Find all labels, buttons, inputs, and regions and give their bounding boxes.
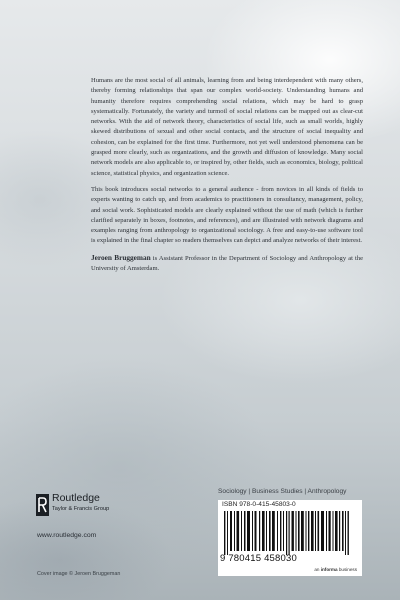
barcode-icon [224, 511, 354, 555]
description-paragraph-2: This book introduces social networks to a general audience - from novices in all kinds of fields to experts wanting to catch up, and from academics to practitioners in consultancy, management, policy, and social work. Sophisticated models are clearly explained without the use of math (which is further clarified separately in boxes, footnotes, and references), and are illustrated with network diagrams and examples ranging from anthropology to organizational sociology. A free and easy-to-use software tool is explained in the final chapter so readers themselves can depict and analyze networks of their interest. [91, 185, 363, 245]
barcode-digits: 9 780415 458030 [220, 553, 297, 564]
book-description [91, 76, 363, 280]
imprint-prefix: an [314, 567, 321, 572]
publisher-group: Taylor & Francis Group [52, 506, 110, 512]
routledge-logo-icon [36, 494, 49, 516]
isbn-number: ISBN 978-0-415-45803-0 [222, 501, 296, 508]
cover-image-credit: Cover image © Jeroen Bruggeman [37, 571, 121, 577]
author-name: Jeroen Bruggeman [91, 252, 151, 262]
imprint-brand: informa [320, 567, 338, 572]
imprint-suffix: business [337, 567, 357, 572]
author-bio-text: is Assistant Professor in the Department of Sociology and Anthropology at the University of Amsterdam. [91, 254, 363, 273]
author-bio [91, 253, 363, 275]
publisher-url[interactable]: www.routledge.com [37, 532, 97, 539]
informa-imprint [314, 567, 357, 572]
description-paragraph-1: Humans are the most social of all animals, learning from and being interdependent with many others, thereby forming relationships that span our complex world-society. Understanding humans and humanity therefore requires comprehending social relations, which may be hard to grasp systematically. Fortunately, the variety and turmoil of social relations can be mapped out as clear-cut networks. With the aid of network theory, characteristics of social life, such as small worlds, highly skewed distributions of sexual and other social contacts, and the structure of social inequality and cohesion, can be explained for the first time. Furthermore, not yet well understood phenomena can be grasped more clearly, such as organizations, and the growth and diffusion of knowledge. Many social network models are also applicable to, or inspired by, other fields, such as economics, biology, political science, statistical physics, and organization science. [91, 77, 363, 177]
publisher-name: Routledge [52, 492, 100, 504]
subject-categories: Sociology | Business Studies | Anthropology [218, 488, 347, 495]
barcode-panel [218, 500, 362, 576]
